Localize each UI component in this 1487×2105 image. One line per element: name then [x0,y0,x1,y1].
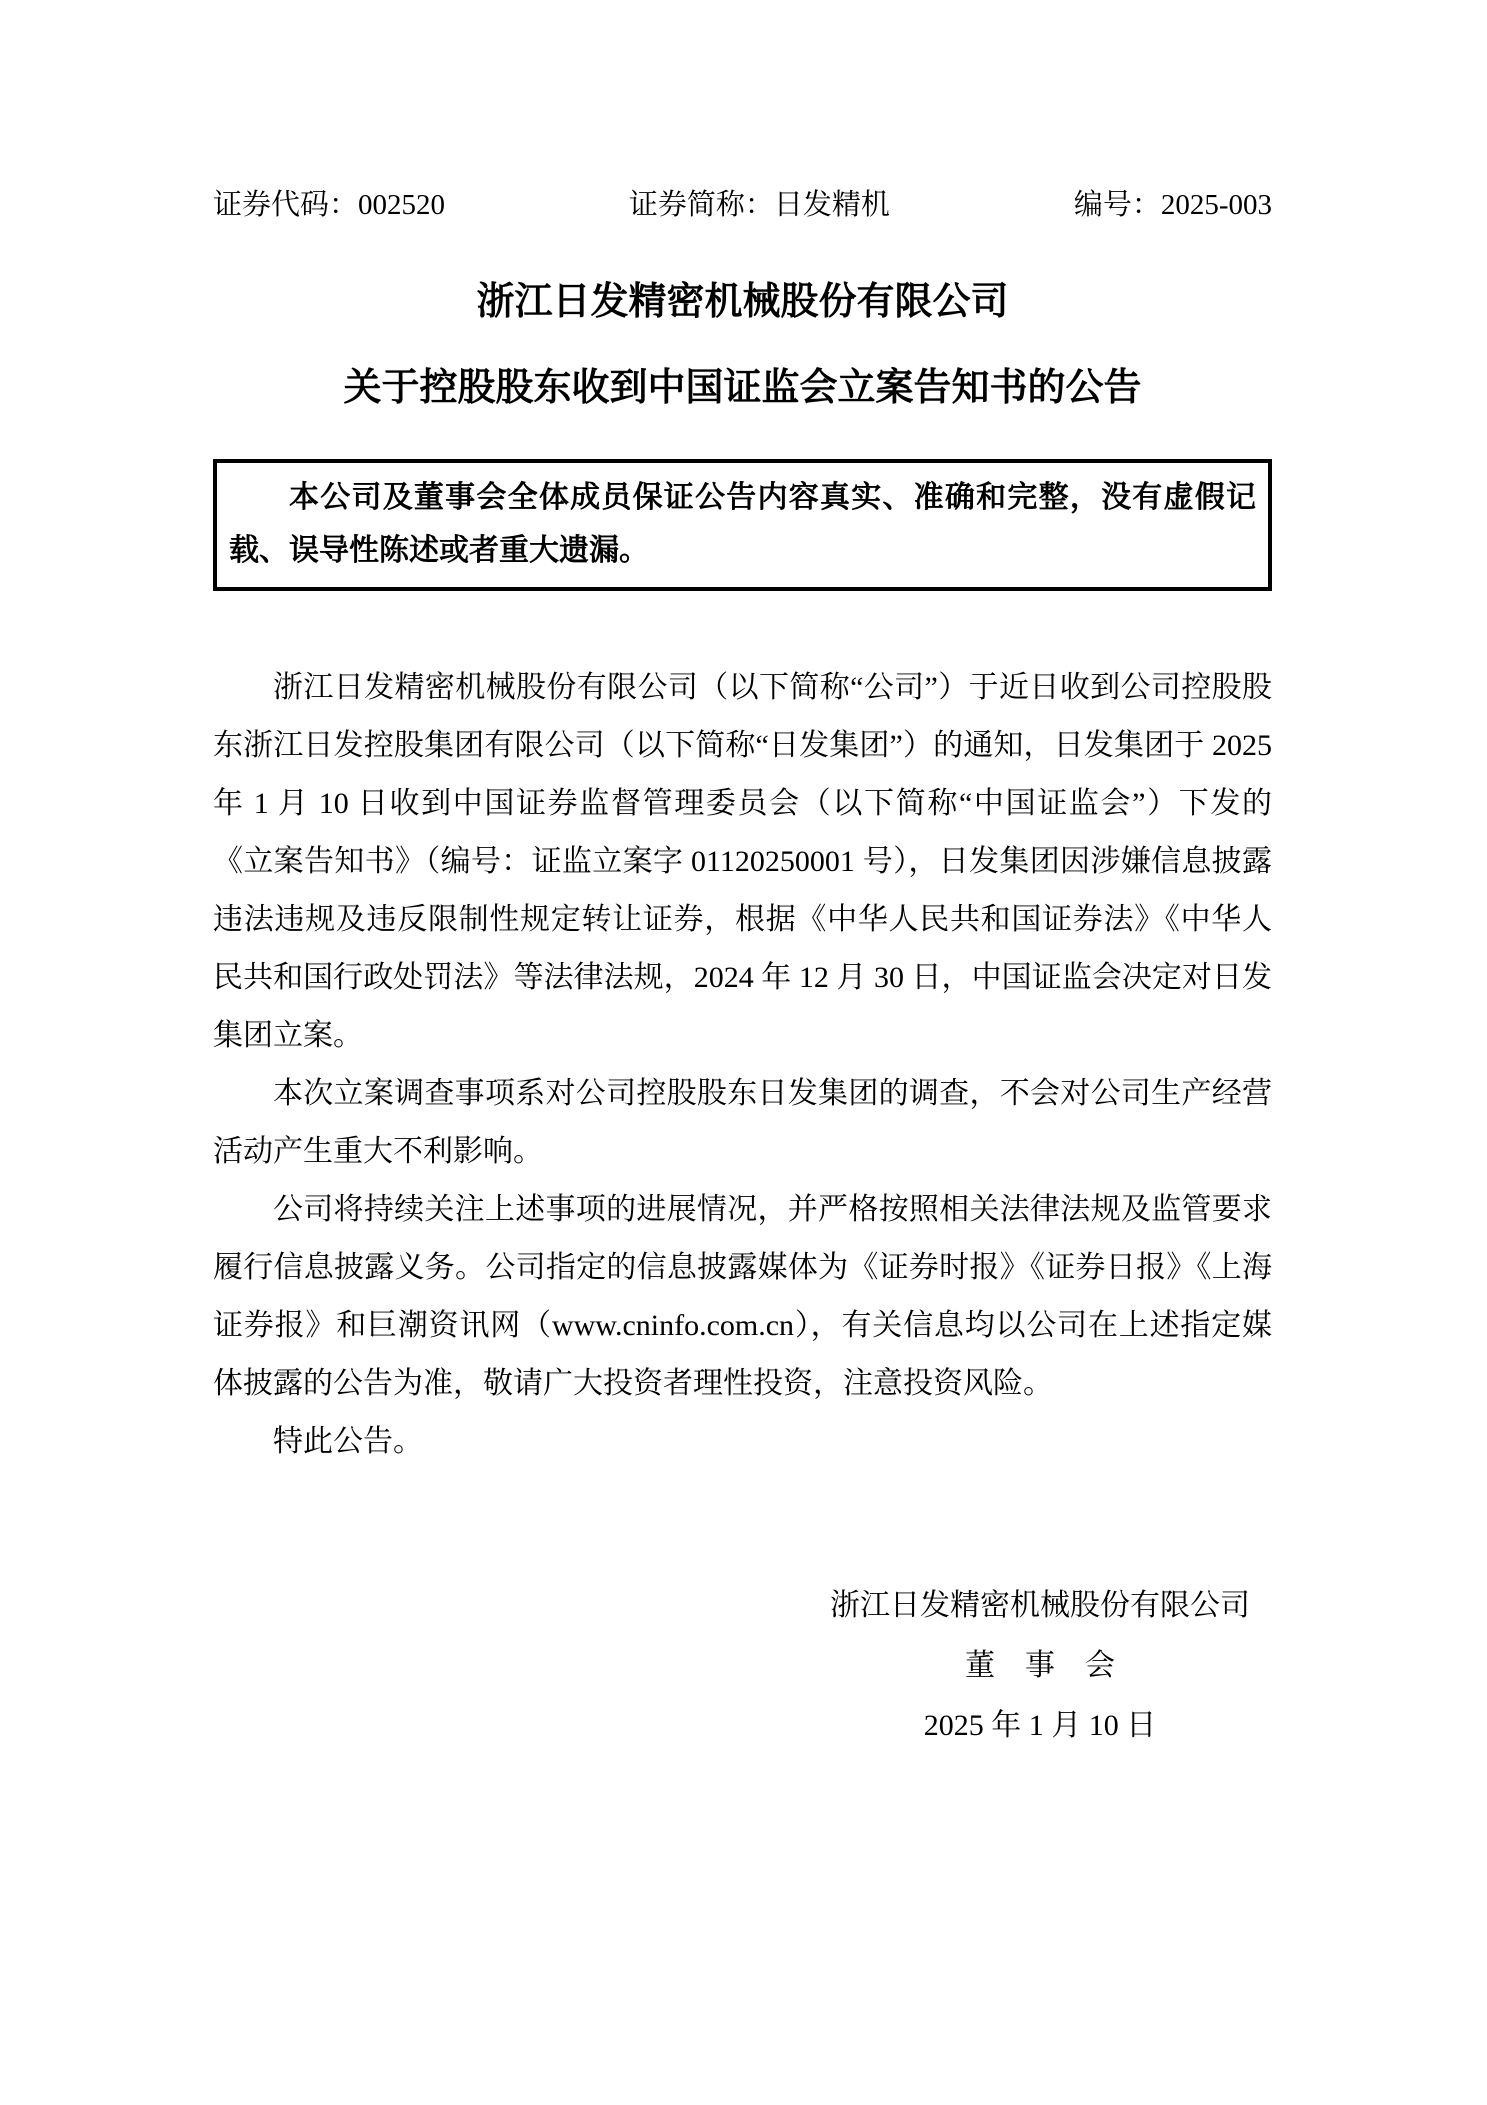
signature-company: 浙江日发精密机械股份有限公司 [830,1589,1250,1622]
announcement-title: 关于控股股东收到中国证监会立案告知书的公告 [343,367,1142,409]
signature-block [830,1576,1250,1756]
signature-block-wrap [213,1576,1272,1756]
disclaimer-text: 本公司及董事会全体成员保证公告内容真实、准确和完整，没有虚假记载、误导性陈述或者重大遗漏。 [229,481,1256,567]
signature-board: 董 事 会 [965,1649,1115,1682]
announcement-body [213,659,1272,1471]
document-header-row [213,185,1272,225]
company-title: 浙江日发精密机械股份有限公司 [476,281,1009,323]
signature-date: 2025 年 1 月 10 日 [923,1709,1157,1742]
paragraph-closing: 特此公告。 [273,1425,423,1458]
announcement-number: 编号：2025-003 [1073,189,1272,221]
paragraph-2: 本次立案调查事项系对公司控股股东日发集团的调查，不会对公司生产经营活动产生重大不利影响。 [213,1077,1272,1168]
stock-abbreviation: 证券简称：日发精机 [628,189,890,221]
disclaimer-box [213,459,1272,591]
stock-code: 证券代码：002520 [213,189,446,221]
paragraph-1: 浙江日发精密机械股份有限公司（以下简称“公司”）于近日收到公司控股股东浙江日发控股集团有限公司（以下简称“日发集团”）的通知，日发集团于 2025 年 1 月 10 日收到中国证券监督管理委员会（以下简称“中国证监会”）下发的《立案告知书》（编号：证监立案字 01120250001 号），日发集团因涉嫌信息披露违法违规及违反限制性规定转让证券，根据《中华人民共和国证券法》《中华人民共和国行政处罚法》等法律法规，2024 年 12 月 30 日，中国证监会决定对日发集团立案。 [213,671,1272,1052]
paragraph-3: 公司将持续关注上述事项的进展情况，并严格按照相关法律法规及监管要求履行信息披露义务。公司指定的信息披露媒体为《证券时报》《证券日报》《上海证券报》和巨潮资讯网（www.cninfo.com.cn），有关信息均以公司在上述指定媒体披露的公告为准，敬请广大投资者理性投资，注意投资风险。 [213,1193,1272,1400]
